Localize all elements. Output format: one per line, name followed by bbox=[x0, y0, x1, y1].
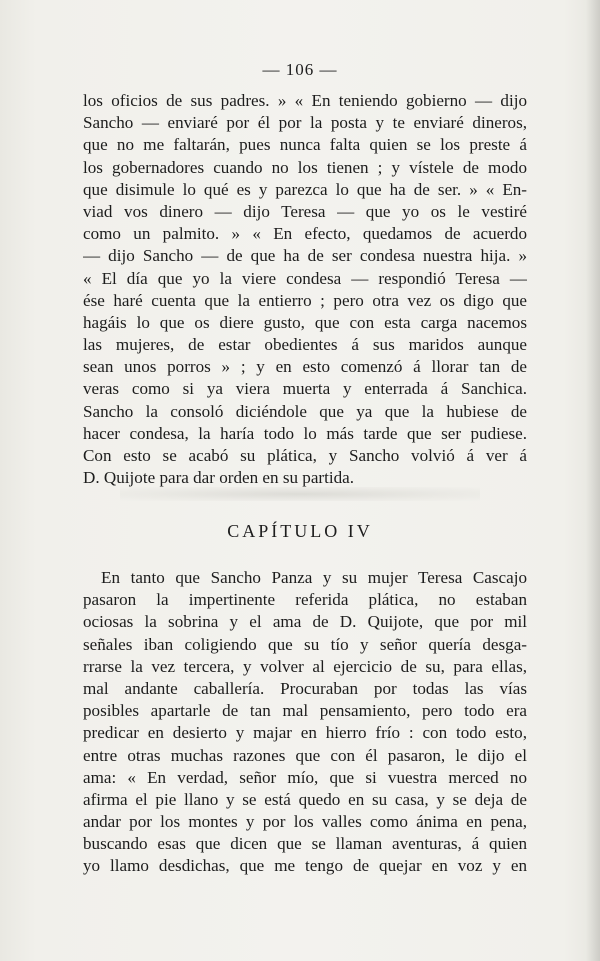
text-line: pasaron la impertinente referida plática, no estaban bbox=[83, 590, 527, 610]
text-line: Sancho la consoló diciéndole que ya que la hubiese de bbox=[83, 401, 527, 421]
text-line: posibles apartarle de tan mal pensamiento, pero todo era bbox=[83, 701, 527, 721]
text-line: como un palmito. » « En efecto, quedamos de acuerdo bbox=[83, 224, 527, 244]
text-line: los oficios de sus padres. » « En teniendo gobierno — dijo bbox=[83, 91, 527, 110]
paragraph-one bbox=[83, 90, 527, 489]
text-line: que disimule lo qué es y parezca lo que ha de ser. » « En- bbox=[83, 179, 527, 199]
text-line: señales iban coligiendo que su tío y señor quería desga- bbox=[83, 634, 527, 654]
paragraph-two bbox=[83, 567, 527, 878]
text-line: « El día que yo la viere condesa — respondió Teresa — bbox=[83, 268, 527, 288]
text-line: yo llamo desdichas, que me tengo de quejar en voz y en bbox=[83, 856, 527, 876]
text-line: entre otras muchas razones que con él pasaron, le dijo el bbox=[83, 745, 527, 765]
text-line: viad vos dinero — dijo Teresa — que yo os le vestiré bbox=[83, 201, 527, 221]
text-line: En tanto que Sancho Panza y su mujer Teresa Cascajo bbox=[101, 568, 527, 587]
text-line: ama: « En verdad, señor mío, que si vuestra merced no bbox=[83, 767, 527, 787]
text-line: mal andante caballería. Procuraban por todas las vías bbox=[83, 678, 527, 698]
text-line: andar por los montes y por los valles como ánima en pena, bbox=[83, 812, 527, 832]
text-line: veras como si ya viera muerta y enterrada á Sanchica. bbox=[83, 379, 527, 399]
print-smudge bbox=[120, 487, 480, 501]
text-line: afirma el pie llano y se está quedo en su casa, y se deja de bbox=[83, 789, 527, 809]
page-number: — 106 — bbox=[262, 60, 338, 79]
text-line: ociosas la sobrina y el ama de D. Quijote, que por mil bbox=[83, 612, 527, 632]
text-line: Con esto se acabó su plática, y Sancho volvió á ver á bbox=[83, 446, 527, 465]
text-line: sean unos porros » ; y en esto comenzó á llorar tan de bbox=[83, 357, 527, 377]
text-line: ése haré cuenta que la entierro ; pero otra vez os digo que bbox=[83, 290, 527, 310]
chapter-title: CAPÍTULO IV bbox=[227, 521, 373, 541]
text-line: los gobernadores cuando no los tienen ; y vístele de modo bbox=[83, 157, 527, 177]
text-line: hacer condesa, la haría todo lo más tarde que ser pudiese. bbox=[83, 423, 527, 443]
text-line: las mujeres, de estar obedientes á sus maridos aunque bbox=[83, 335, 527, 355]
text-line: — dijo Sancho — de que ha de ser condesa nuestra hija. » bbox=[83, 246, 527, 266]
text-line: que no me faltarán, pues nunca falta quien se los preste á bbox=[83, 135, 527, 155]
text-line: rrarse la vez tercera, y volver al ejercicio de su, para ellas, bbox=[83, 656, 527, 676]
text-line: predicar en desierto y majar en hierro frío : con todo esto, bbox=[83, 723, 527, 743]
page-edge-shadow bbox=[586, 0, 600, 961]
text-line: buscando esas que dicen que se llaman aventuras, á quien bbox=[83, 834, 527, 854]
text-line: Sancho — enviaré por él por la posta y te enviaré dineros, bbox=[83, 113, 527, 133]
text-line: hagáis lo que os diere gusto, que con esta carga nacemos bbox=[83, 312, 527, 332]
text-line: D. Quijote para dar orden en su partida. bbox=[83, 468, 355, 488]
